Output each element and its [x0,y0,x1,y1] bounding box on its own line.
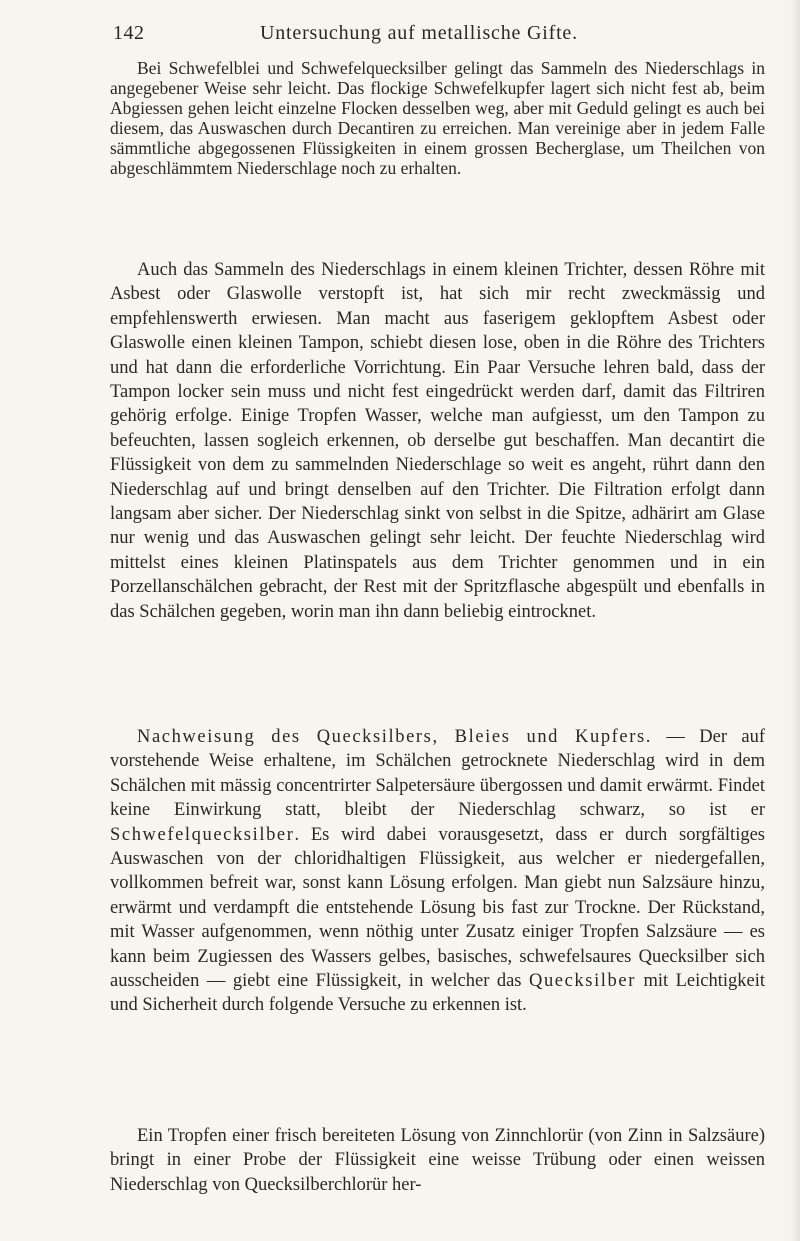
paragraph-1: Bei Schwefelblei und Schwefelquecksilber gelingt das Sammeln des Niederschlags in angegebener Weise sehr leicht. Das flockige Schwefelkupfer lagert sich nicht fest ab, beim Abgiessen gehen leicht einzelne Flocken desselben weg, aber mit Geduld gelingt es auch bei diesem, das Auswaschen durch Decantiren zu erreichen. Man vereinige aber in jedem Falle sämmtliche abgegossenen Flüssigkeiten in einem grossen Becherglase, um Theilchen von abgeschlämmtem Niederschlage noch zu erhalten. [110,58,765,178]
paragraph-3-text-c: mit Leichtigkeit und Sicherheit durch folgende Versuche zu erkennen ist. [110,971,765,1016]
running-title: Untersuchung auf metallische Gifte. [260,22,578,44]
page-edge-shadow [790,0,800,1241]
section-lead-heading: Nachweisung des Quecksilbers, Bleies und Kupfers. [137,727,653,747]
paragraph-3-text-a: — Der auf vorstehende Weise erhaltene, im Schälchen getrocknete Niederschlag wird in dem Schälchen mit mässig concentrirter Salpetersäure übergossen und damit erwärmt. Findet keine Einwirkung statt, bleibt der Niederschlag schwarz, so ist er [110,727,765,821]
paragraph-4: Ein Tropfen einer frisch bereiteten Lösung von Zinnchlorür (von Zinn in Salzsäure) bringt in einer Probe der Flüssigkeit eine weisse Trübung oder einen weissen Niederschlag von Quecksilberchlorür her- [110,1126,765,1195]
emphasis-schwefelquecksilber: Schwefelquecksilber [110,824,295,845]
paragraph-3-text-b: . Es wird dabei vorausgesetzt, dass er durch sorgfältiges Auswaschen von der chloridhaltigen Flüssigkeit, aus welcher er niedergefallen, vollkommen befreit war, sonst kann Lösung erfolgen. Man giebt nun Salzsäure hinzu, erwärmt und verdampft die entstehende Lösung bis fast zur Trockne. Der Rückstand, mit Wasser aufgenommen, wenn nöthig unter Zusatz einiger Tropfen Salzsäure — es kann beim Zugiessen des Wassers gelbes, basisches, schwefelsaures Quecksilber sich ausscheiden — giebt eine Flüssigkeit, in welcher das [110,824,765,992]
page-header [113,22,763,52]
paragraph-2: Auch das Sammeln des Niederschlags in einem kleinen Trichter, dessen Röhre mit Asbest oder Glaswolle verstopft ist, hat sich mir recht zweckmässig und empfehlenswerth erwiesen. Man macht aus faserigem geklopftem Asbest oder Glaswolle einen kleinen Tampon, schiebt diesen lose, oben in die Röhre des Trichters und hat dann die erforderliche Vorrichtung. Ein Paar Versuche lehren bald, dass der Tampon locker sein muss und nicht fest eingedrückt werden darf, damit das Filtriren gehörig erfolge. Einige Tropfen Wasser, welche man aufgiesst, um den Tampon zu befeuchten, lassen sogleich erkennen, ob derselbe gut beschaffen. Man decantirt die Flüssigkeit von dem zu sammelnden Niederschlage so weit es angeht, rührt dann den Niederschlag auf und bringt denselben auf den Trichter. Die Filtration erfolgt dann langsam aber sicher. Der Niederschlag sinkt von selbst in die Spitze, adhärirt am Glase nur wenig und das Auswaschen gelingt sehr leicht. Der feuchte Niederschlag wird mittelst eines kleinen Platinspatels aus dem Trichter genommen und in ein Porzellanschälchen gebracht, der Rest mit der Spritzflasche abgespült und ebenfalls in das Schälchen gegeben, worin man ihn dann beliebig eintrocknet. [110,260,765,622]
emphasis-quecksilber: Quecksilber [528,971,636,992]
paragraph-3 [110,725,765,1018]
page-number: 142 [113,22,145,44]
